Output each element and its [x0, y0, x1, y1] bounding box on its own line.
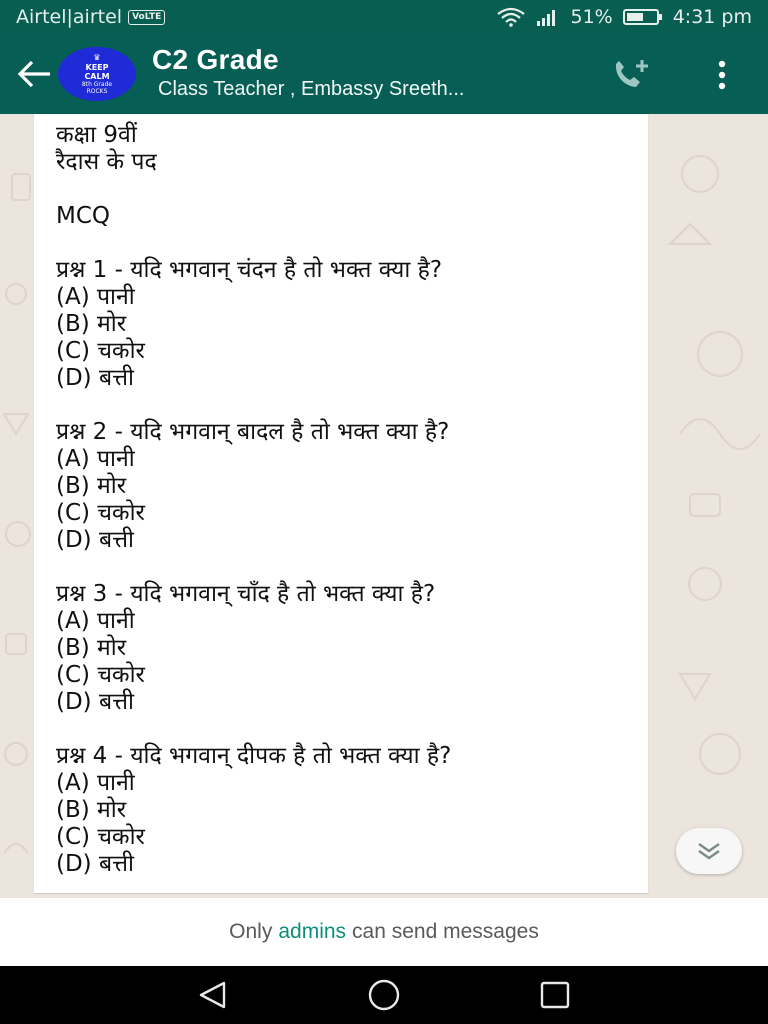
message-line — [56, 176, 626, 203]
avatar-line-1: KEEP — [85, 62, 109, 72]
volte-badge: VoLTE — [128, 10, 165, 25]
message-line: प्रश्न 1 - यदि भगवान् चंदन है तो भक्त क्या है? — [56, 257, 443, 283]
message-line: (B) मोर — [56, 311, 127, 337]
crown-icon: ♛ — [93, 52, 101, 62]
clock: 4:31 pm — [672, 6, 752, 28]
admins-link[interactable]: admins — [278, 920, 347, 943]
signal-icon — [536, 7, 560, 27]
chat-area[interactable] — [0, 114, 768, 898]
nav-home-icon[interactable] — [366, 978, 402, 1012]
admins-only-notice — [0, 898, 768, 966]
battery-icon — [623, 8, 663, 26]
message-line: (B) मोर — [56, 635, 127, 661]
message-line — [56, 554, 626, 581]
message-line: कक्षा 9वीं — [56, 122, 137, 148]
notice-prefix: Only — [229, 920, 273, 943]
message-line: प्रश्न 3 - यदि भगवान् चाँद है तो भक्त क्या है? — [56, 581, 436, 607]
message-line: (D) बत्ती — [56, 365, 134, 391]
arrow-left-icon[interactable] — [16, 58, 54, 90]
scroll-down-button[interactable] — [676, 828, 742, 874]
message-line: (D) बत्ती — [56, 851, 134, 877]
system-nav-bar — [0, 966, 768, 1024]
message-line: प्रश्न 4 - यदि भगवान् दीपक है तो भक्त क्या है? — [56, 743, 452, 769]
message-bubble[interactable] — [34, 114, 648, 893]
message-line: प्रश्न 2 - यदि भगवान् बादल है तो भक्त क्या है? — [56, 419, 450, 445]
group-title[interactable]: C2 Grade — [152, 44, 279, 75]
group-avatar[interactable] — [58, 47, 136, 101]
message-line: (C) चकोर — [56, 824, 145, 850]
message-line: (A) पानी — [56, 770, 135, 796]
avatar-line-4: ROCKS — [86, 87, 108, 95]
status-bar — [0, 0, 768, 34]
message-line — [56, 392, 626, 419]
chat-header — [0, 34, 768, 114]
add-call-icon[interactable] — [608, 56, 656, 92]
message-line: (B) मोर — [56, 797, 127, 823]
status-indicators — [496, 6, 752, 28]
double-chevron-down-icon — [696, 841, 722, 861]
message-line: (C) चकोर — [56, 662, 145, 688]
more-vert-icon[interactable] — [712, 58, 732, 92]
message-line: (B) मोर — [56, 473, 127, 499]
wifi-icon — [496, 7, 526, 27]
battery-percent: 51% — [570, 6, 613, 28]
message-line: MCQ — [56, 203, 111, 229]
message-line: (A) पानी — [56, 608, 135, 634]
message-line: (A) पानी — [56, 446, 135, 472]
message-line: (D) बत्ती — [56, 527, 134, 553]
message-line — [56, 230, 626, 257]
nav-recents-icon[interactable] — [538, 980, 572, 1010]
notice-suffix: can send messages — [352, 920, 539, 943]
avatar-line-3: 8th Grade — [81, 80, 113, 88]
message-line: (C) चकोर — [56, 500, 145, 526]
message-line: (A) पानी — [56, 284, 135, 310]
message-line: (D) बत्ती — [56, 689, 134, 715]
carrier-name: Airtel|airtel — [16, 6, 123, 28]
avatar-line-2: CALM — [84, 71, 110, 81]
message-line — [56, 716, 626, 743]
nav-back-icon[interactable] — [196, 980, 230, 1010]
message-line: रैदास के पद — [56, 149, 157, 175]
message-line: (C) चकोर — [56, 338, 145, 364]
carrier-info — [16, 6, 165, 28]
group-members[interactable]: Class Teacher , Embassy Sreeth... — [158, 78, 465, 100]
